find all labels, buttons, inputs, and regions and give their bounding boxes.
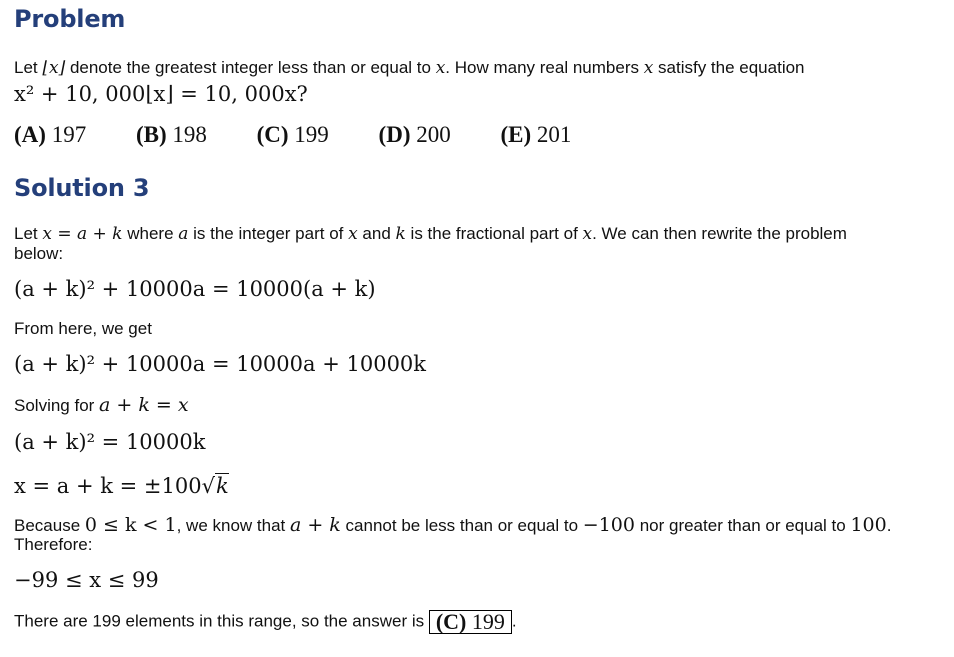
final-answer-sentence: There are 199 elements in this range, so the answer is (C) 199 . — [14, 609, 517, 634]
final-answer-box: (C) 199 — [429, 610, 512, 634]
equation-2: (a + k)² + 10000a = 10000a + 10000k — [14, 352, 427, 376]
problem-equation: x² + 10, 000⌊x⌋ = 10, 000x? — [14, 82, 308, 106]
sqrt-k: k — [216, 474, 229, 498]
equation-5: −99 ≤ x ≤ 99 — [14, 568, 159, 592]
choice-b: (B) 198 — [135, 122, 207, 147]
problem-heading: Problem — [14, 5, 126, 33]
equation-3: (a + k)² = 10000k — [14, 430, 206, 454]
choice-a: (A) 197 — [14, 122, 87, 147]
problem-statement: Let ⌊x⌋ denote the greatest integer less than or equal to x. How many real numbers x satisfy the equation — [14, 58, 805, 78]
from-here-text: From here, we get — [14, 319, 152, 338]
solving-for-text: Solving for a + k = x — [14, 394, 189, 416]
solution-heading: Solution 3 — [14, 174, 150, 202]
choice-c: (C) 199 — [256, 122, 329, 147]
equation-1: (a + k)² + 10000a = 10000(a + k) — [14, 277, 376, 301]
because-paragraph: Because 0 ≤ k < 1, we know that a + k cannot be less than or equal to −100 nor greater than or equal to 100. Therefore: — [14, 514, 892, 554]
floor-x: ⌊x⌋ — [42, 58, 66, 78]
solution-intro: Let x = a + k where a is the integer part of x and k is the fractional part of x. We can then rewrite the problem below: — [14, 224, 847, 263]
answer-choices — [14, 122, 615, 148]
equation-4: x = a + k = ±100√k — [14, 474, 229, 498]
choice-d: (D) 200 — [378, 122, 451, 147]
choice-e: (E) 201 — [500, 122, 572, 147]
